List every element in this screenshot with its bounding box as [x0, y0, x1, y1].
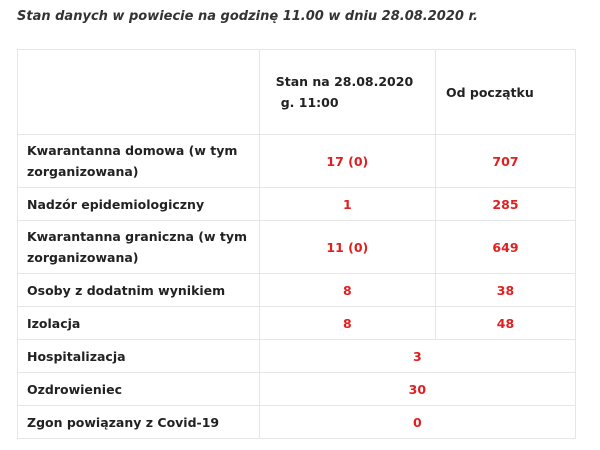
row-stan-value: 11 (0) — [259, 221, 435, 274]
header-od-poczatku: Od początku — [435, 50, 575, 135]
row-stan-value: 8 — [259, 274, 435, 307]
table-row — [18, 307, 576, 340]
header-stan-date: Stan na 28.08.2020 — [275, 74, 414, 89]
table-row — [18, 188, 576, 221]
table-row — [18, 274, 576, 307]
covid-stats-table — [17, 49, 576, 439]
table-row — [18, 373, 576, 406]
table-row — [18, 135, 576, 188]
row-label: Zgon powiązany z Covid-19 — [18, 406, 260, 439]
row-od-value: 285 — [435, 188, 575, 221]
row-merged-value: 0 — [259, 406, 575, 439]
row-od-value: 38 — [435, 274, 575, 307]
row-label: Hospitalizacja — [18, 340, 260, 373]
table-row — [18, 406, 576, 439]
row-label: Osoby z dodatnim wynikiem — [18, 274, 260, 307]
row-label: Kwarantanna domowa (w tym zorganizowana) — [18, 135, 260, 188]
header-stan — [259, 50, 435, 135]
row-label: Ozdrowieniec — [18, 373, 260, 406]
row-label: Nadzór epidemiologiczny — [18, 188, 260, 221]
row-od-value: 48 — [435, 307, 575, 340]
row-merged-value: 3 — [259, 340, 575, 373]
row-od-value: 707 — [435, 135, 575, 188]
row-od-value: 649 — [435, 221, 575, 274]
row-merged-value: 30 — [259, 373, 575, 406]
row-label: Izolacja — [18, 307, 260, 340]
row-stan-value: 1 — [259, 188, 435, 221]
table-header-row — [18, 50, 576, 135]
table-row — [18, 340, 576, 373]
table-row — [18, 221, 576, 274]
header-stan-time: g. 11:00 — [280, 95, 339, 110]
row-stan-value: 17 (0) — [259, 135, 435, 188]
row-stan-value: 8 — [259, 307, 435, 340]
row-label: Kwarantanna graniczna (w tym zorganizowana) — [18, 221, 260, 274]
header-empty-cell — [18, 50, 260, 135]
page-title: Stan danych w powiecie na godzinę 11.00 w dniu 28.08.2020 r. — [17, 9, 478, 24]
